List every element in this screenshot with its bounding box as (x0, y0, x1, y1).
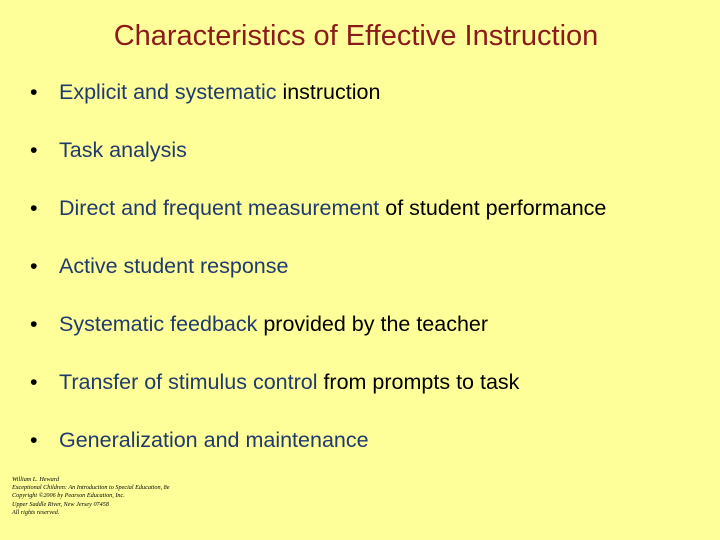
bullet-text: of student performance (379, 196, 607, 220)
bullet-highlight: Task analysis (59, 138, 187, 162)
footer-copyright: Copyright ©2006 by Pearson Education, Inc. (12, 492, 125, 500)
bullet-list (30, 78, 606, 484)
list-item (30, 310, 606, 368)
bullet-marker: • (30, 196, 38, 220)
bullet-text: instruction (276, 80, 381, 104)
copyright-footer (12, 476, 170, 517)
list-item (30, 136, 606, 194)
bullet-highlight: Explicit and systematic (59, 80, 277, 104)
footer-rights: All rights reserved. (12, 508, 60, 516)
bullet-highlight: Generalization and maintenance (59, 428, 369, 452)
list-item (30, 78, 606, 136)
bullet-marker: • (30, 138, 38, 162)
bullet-highlight: Active student response (59, 254, 289, 278)
list-item (30, 194, 606, 252)
bullet-marker: • (30, 370, 38, 394)
bullet-marker: • (30, 254, 38, 278)
footer-location: Upper Saddle River, New Jersey 07458 (12, 500, 109, 508)
bullet-highlight: Systematic feedback (59, 312, 258, 336)
bullet-marker: • (30, 312, 38, 336)
list-item (30, 252, 606, 310)
slide-title: Characteristics of Effective Instruction (113, 20, 599, 52)
bullet-highlight: Transfer of stimulus control (59, 370, 318, 394)
bullet-marker: • (30, 428, 38, 452)
bullet-highlight: Direct and frequent measurement (59, 196, 380, 220)
bullet-text: from prompts to task (317, 370, 520, 394)
bullet-text: provided by the teacher (257, 312, 489, 336)
bullet-marker: • (30, 80, 38, 104)
footer-book-title: Exceptional Children: An Introduction to Special Education, 8e (12, 484, 170, 492)
list-item (30, 368, 606, 426)
footer-author: William L. Heward (12, 476, 60, 483)
